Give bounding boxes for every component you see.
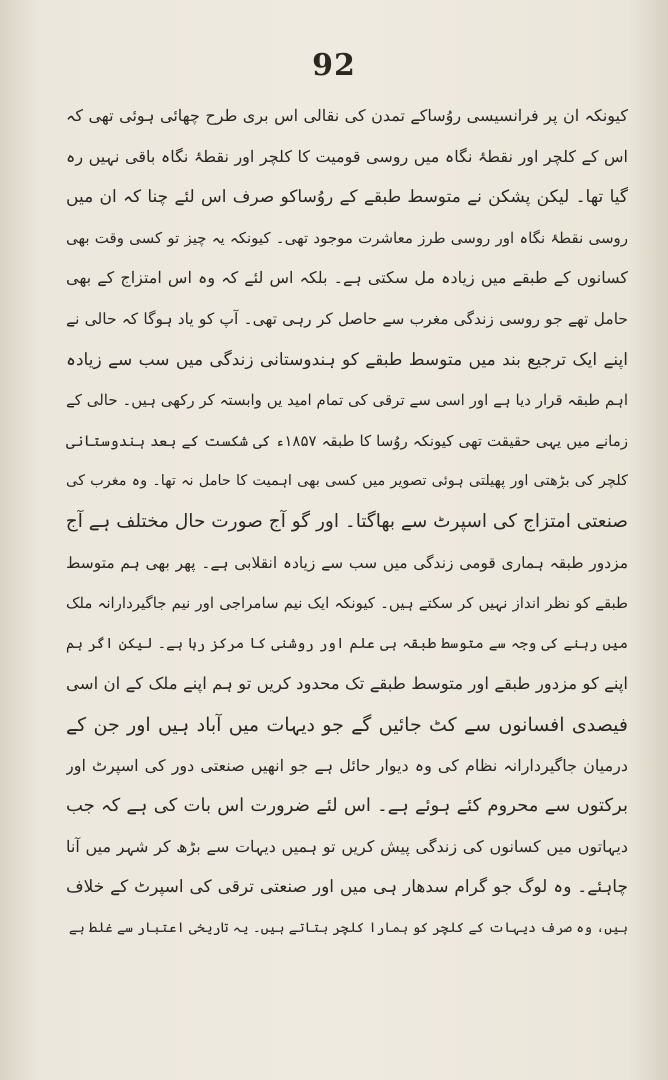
text-line: صنعتی امتزاج کی اسپرٹ سے بھاگتا۔ اور گو آج صورت حال مختلف ہے آج [66, 510, 628, 532]
text-line: کسانوں کے طبقے میں زیادہ مل سکتی ہے۔ بلکہ اس لئے کہ وہ اس امتزاج کے بھی [66, 268, 628, 288]
text-line: مزدور طبقہ ہماری قومی زندگی میں سب سے زیادہ انقلابی ہے۔ پھر بھی ہم متوسط [66, 553, 628, 572]
text-line: اپنے کو مزدور طبقے اور متوسط طبقے تک محدود کریں تو ہم اپنے ملک کے ان اسی [66, 674, 628, 694]
text-line: کیونکہ ان پر فرانسیسی روُساکے تمدن کی نقالی اس بری طرح چھائی ہوئی تھی کہ [66, 106, 628, 125]
text-line: گیا تھا۔ لیکن پشکن نے متوسط طبقے کے روُساکو صرف اس لئے چنا کہ ان میں [66, 187, 628, 208]
text-line: برکتوں سے محروم کئے ہوئے ہے۔ اس لئے ضرورت اس بات کی ہے کہ جب [66, 795, 628, 817]
text-line: طبقے کو نظر انداز نہیں کر سکتے ہیں۔ کیونکہ ایک نیم سامراجی اور نیم جاگیردارانہ ملک [66, 594, 628, 613]
text-line: درمیان جاگیردارانہ نظام کی وہ دیوار حائل ہے جو انھیں صنعتی دور کی اسپرٹ اور [66, 755, 628, 775]
page-number: 92 [312, 48, 356, 83]
text-line: میں رہنے کی وجہ سے متوسط طبقہ ہی علم اور روشنی کا مرکز رہا ہے۔ لیکن اگر ہم [66, 635, 628, 652]
text-line: چاہئے۔ وہ لوگ جو گرام سدھار ہی میں اور صنعتی ترقی کی اسپرٹ کے خلاف [66, 877, 628, 898]
text-line: زمانے میں یہی حقیقت تھی کیونکہ روُسا کا طبقہ ۱۸۵۷ء کی شکست کے بعد ہندوستانی [66, 431, 628, 450]
text-line: اپنے ایک ترجیع بند میں متوسط طبقے کو ہندوستانی زندگی میں سب سے زیادہ [66, 349, 628, 370]
text-line: ہیں، وہ صرف دیہات کے کلچر کو ہمارا کلچر بتاتے ہیں۔ یہ تاریخی اعتبار سے غلط ہے [68, 919, 628, 936]
text-line: فیصدی افسانوں سے کٹ جائیں گے جو دیہات میں آباد ہیں اور جن کے [66, 713, 628, 736]
body-text [66, 96, 628, 948]
text-line: کلچر کی بڑھتی اور پھیلتی ہوئی تصویر میں کسی بھی اہمیت کا حامل نہ تھا۔ وہ مغرب کی [66, 473, 628, 490]
text-line: روسی نقطۂ نگاہ اور روسی طرز معاشرت موجود تھی۔ کیونکہ یہ چیز تو کسی وقت بھی [66, 228, 628, 247]
text-line: دیہاتوں میں کسانوں کی زندگی پیش کریں تو ہمیں دیہات سے بڑھ کر شہر میں آنا [66, 836, 628, 856]
text-line: اہم طبقہ قرار دیا ہے اور اسی سے ترقی کی تمام امید یں وابستہ کر رکھی ہیں۔ حالی کے [66, 391, 628, 410]
text-line: اس کے کلچر اور نقطۂ نگاہ میں روسی قومیت کا کلچر اور نقطۂ نگاہ باقی نہیں رہ [66, 146, 628, 166]
text-line: حامل تھے جو روسی زندگی مغرب سے حاصل کر رہی تھی۔ آپ کو یاد ہوگا کہ حالی نے [66, 309, 628, 328]
